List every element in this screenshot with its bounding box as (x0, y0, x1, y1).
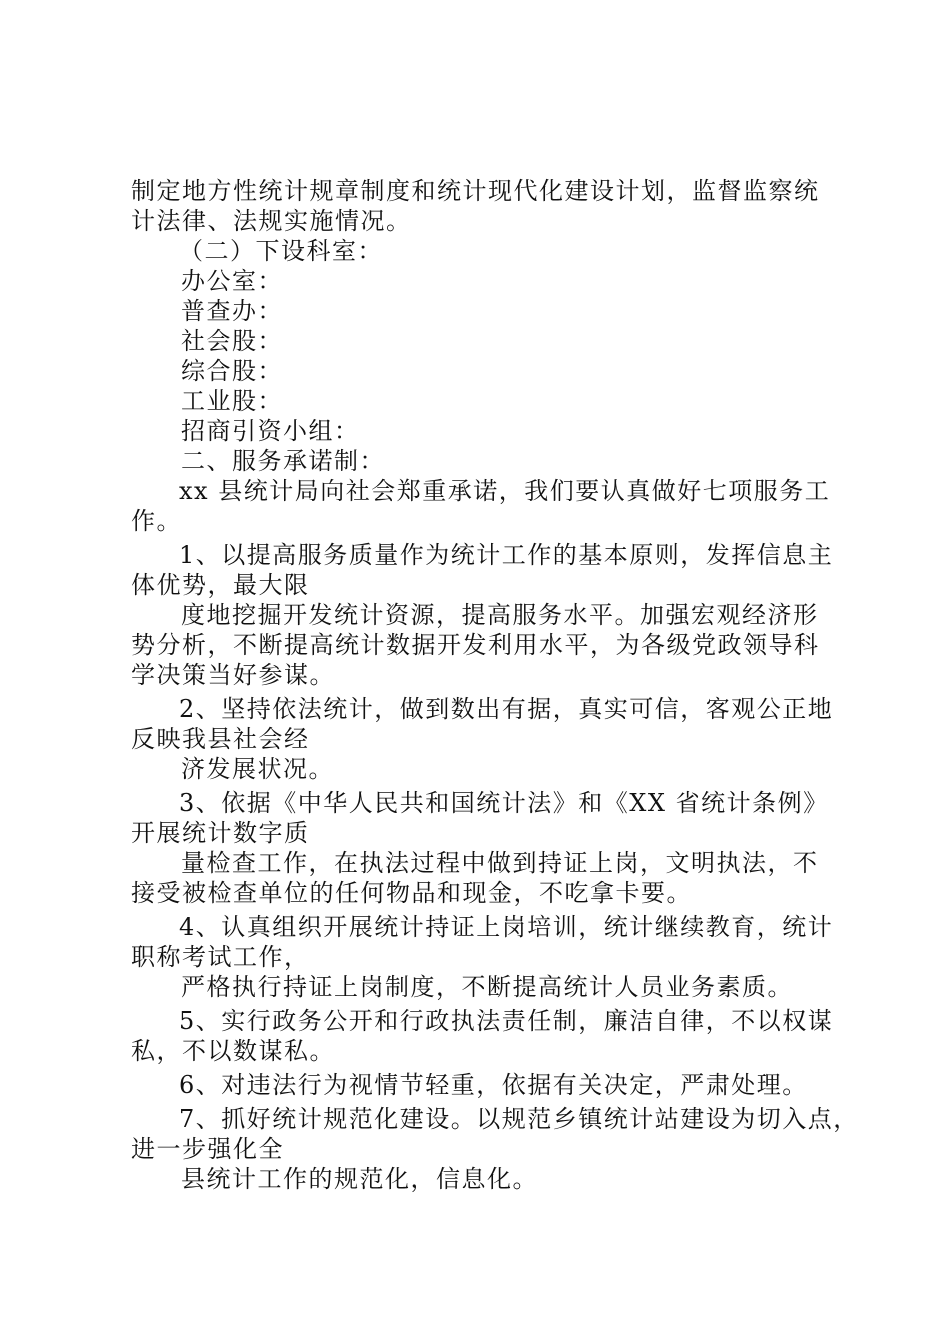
list-item-line: 私，不以数谋私。 (131, 1037, 335, 1065)
list-item-line: 学决策当好参谋。 (131, 661, 335, 689)
office-item: 工业股： (181, 387, 283, 415)
list-item-line: 度地挖掘开发统计资源，提高服务水平。加强宏观经济形 (181, 601, 819, 629)
office-item: 社会股： (181, 327, 283, 355)
list-item-line: 体优势，最大限 (131, 571, 310, 599)
office-item: 招商引资小组： (181, 417, 360, 445)
list-item-line: 进一步强化全 (131, 1135, 284, 1163)
list-item-line: 济发展状况。 (181, 755, 334, 783)
list-item-line: 县统计工作的规范化，信息化。 (181, 1165, 538, 1193)
text-line: xx 县统计局向社会郑重承诺，我们要认真做好七项服务工 (179, 477, 831, 505)
list-item-line: 7、抓好统计规范化建设。以规范乡镇统计站建设为切入点， (179, 1105, 859, 1133)
list-item-line: 势分析，不断提高统计数据开发利用水平，为各级党政领导科 (131, 631, 820, 659)
text-line: 作。 (131, 507, 182, 535)
list-item-line: 1、以提高服务质量作为统计工作的基本原则，发挥信息主 (179, 541, 834, 569)
section-heading: （二）下设科室： (179, 237, 383, 265)
text-line: 制定地方性统计规章制度和统计现代化建设计划，监督监察统 (131, 177, 820, 205)
document-body (131, 176, 859, 1194)
list-item-line: 量检查工作，在执法过程中做到持证上岗，文明执法，不 (181, 849, 819, 877)
office-item: 普查办： (181, 297, 283, 325)
list-item-line: 6、对违法行为视情节轻重，依据有关决定，严肃处理。 (179, 1071, 808, 1099)
list-item-line: 接受被检查单位的任何物品和现金，不吃拿卡要。 (131, 879, 692, 907)
list-item-line: 开展统计数字质 (131, 819, 310, 847)
list-item-line: 2、坚持依法统计，做到数出有据，真实可信，客观公正地 (179, 695, 834, 723)
section-heading: 二、服务承诺制： (181, 447, 385, 475)
list-item-line: 3、依据《中华人民共和国统计法》和《XX 省统计条例》 (179, 789, 829, 817)
list-item-line: 反映我县社会经 (131, 725, 310, 753)
list-item-line: 5、实行政务公开和行政执法责任制，廉洁自律，不以权谋 (179, 1007, 834, 1035)
list-item-line: 严格执行持证上岗制度，不断提高统计人员业务素质。 (181, 973, 793, 1001)
list-item-line: 4、认真组织开展统计持证上岗培训，统计继续教育，统计 (179, 913, 834, 941)
office-item: 办公室： (181, 267, 283, 295)
list-item-line: 职称考试工作， (131, 943, 310, 971)
text-line: 计法律、法规实施情况。 (131, 207, 412, 235)
office-item: 综合股： (181, 357, 283, 385)
